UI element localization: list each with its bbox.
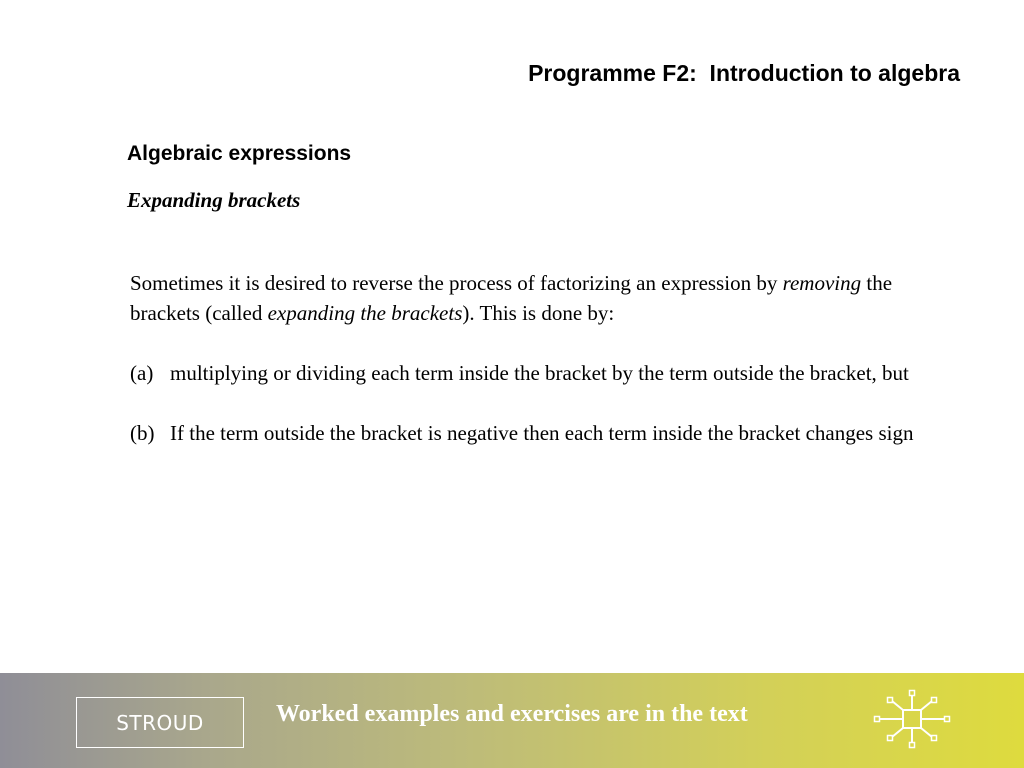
list-text-a: multiplying or dividing each term inside the bracket by the term outside the bracket, but xyxy=(170,361,909,385)
section-subheading: Expanding brackets xyxy=(127,188,301,212)
list-marker-b: (b) xyxy=(130,421,155,445)
list-text-b: If the term outside the bracket is negative then each term inside the bracket changes sign xyxy=(170,421,914,445)
stroud-logo xyxy=(76,697,244,748)
programme-title: Programme F2: Introduction to algebra xyxy=(528,60,960,86)
list-marker-a: (a) xyxy=(130,361,154,385)
footer-bar xyxy=(0,673,1024,768)
intro-paragraph xyxy=(130,268,930,328)
intro-text-part1: Sometimes it is desired to reverse the process of factorizing an expression by xyxy=(130,271,783,295)
footer-note: Worked examples and exercises are in the text xyxy=(276,701,748,727)
intro-text-part3: ). This is done by: xyxy=(462,301,615,325)
list-item-b xyxy=(130,418,930,448)
stroud-logo-text: STROUD xyxy=(116,710,204,735)
network-node-icon xyxy=(872,689,952,749)
intro-text-part2: the brackets (called xyxy=(130,271,893,325)
body-text xyxy=(130,268,930,448)
list-item-a xyxy=(130,358,930,388)
intro-emphasis-expanding: expanding the brackets xyxy=(267,301,463,325)
intro-emphasis-removing: removing xyxy=(782,271,862,295)
section-heading: Algebraic expressions xyxy=(127,142,352,165)
